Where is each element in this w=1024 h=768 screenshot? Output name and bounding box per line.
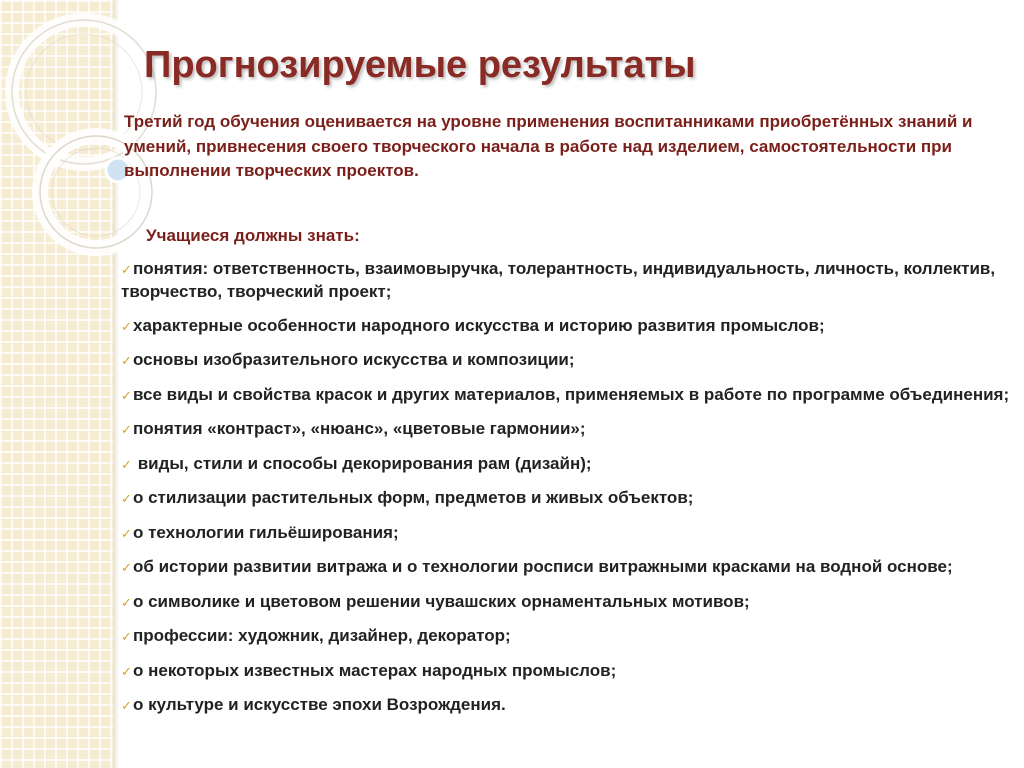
- checkmark-icon: ✓: [121, 422, 132, 437]
- list-item-text: о стилизации растительных форм, предметов и живых объектов;: [133, 488, 694, 507]
- list-item-text: о культуре и искусстве эпохи Возрождения.: [133, 695, 506, 714]
- checkmark-icon: ✓: [121, 663, 132, 679]
- list-item-text: основы изобразительного искусства и композиции;: [133, 350, 575, 369]
- checkmark-icon: ✓: [121, 456, 132, 472]
- list-item: [121, 258, 1016, 303]
- checkmark-icon: ✓: [121, 262, 132, 277]
- intro-paragraph: Третий год обучения оценивается на уровне применения воспитанниками приобретённых знаний и умений, привнесения своего творческого начала в работе над изделием, самостоятельности при выполнении творческих проектов.: [124, 112, 973, 180]
- list-item: [121, 418, 1016, 441]
- subheading: Учащиеся должны знать:: [146, 226, 360, 245]
- list-item: [121, 591, 1016, 614]
- list-item-text: о символике и цветовом решении чувашских орнаментальных мотивов;: [133, 591, 750, 611]
- checkmark-icon: ✓: [121, 318, 132, 334]
- list-item-text: понятия «контраст», «нюанс», «цветовые гармонии»;: [133, 419, 586, 438]
- list-item-text: понятия: ответственность, взаимовыручка, толерантность, индивидуальность, личность, коллектив, творчество, творческий проект;: [121, 259, 996, 301]
- list-item-text: виды, стили и способы декорирования рам (дизайн);: [133, 453, 592, 473]
- checkmark-icon: ✓: [121, 525, 132, 541]
- list-item: [121, 522, 1016, 545]
- checkmark-icon: ✓: [121, 387, 132, 403]
- list-item-text: об истории развитии витража и о технологии росписи витражными красками на водной основе;: [133, 557, 953, 576]
- list-item: [121, 453, 1016, 476]
- list-item: [121, 694, 1016, 717]
- list-item-text: характерные особенности народного искусства и историю развития промыслов;: [133, 315, 825, 335]
- list-item: [121, 660, 1016, 683]
- checkmark-icon: ✓: [121, 698, 132, 713]
- checkmark-icon: ✓: [121, 629, 132, 644]
- list-item: [121, 556, 1016, 579]
- checkmark-icon: ✓: [121, 594, 132, 610]
- checkmark-icon: ✓: [121, 560, 132, 575]
- knowledge-list: [121, 258, 1016, 729]
- list-item-text: все виды и свойства красок и других материалов, применяемых в работе по программе объединения;: [133, 384, 1010, 404]
- list-item: [121, 315, 1016, 338]
- checkmark-icon: ✓: [121, 353, 132, 368]
- list-item: [121, 625, 1016, 648]
- list-item-text: о технологии гильёширования;: [133, 522, 399, 542]
- list-item-text: профессии: художник, дизайнер, декоратор;: [133, 626, 511, 645]
- page-title: Прогнозируемые результаты: [144, 44, 696, 86]
- list-item: [121, 487, 1016, 510]
- list-item-text: о некоторых известных мастерах народных промыслов;: [133, 660, 617, 680]
- list-item: [121, 384, 1016, 407]
- list-item: [121, 349, 1016, 372]
- checkmark-icon: ✓: [121, 491, 132, 506]
